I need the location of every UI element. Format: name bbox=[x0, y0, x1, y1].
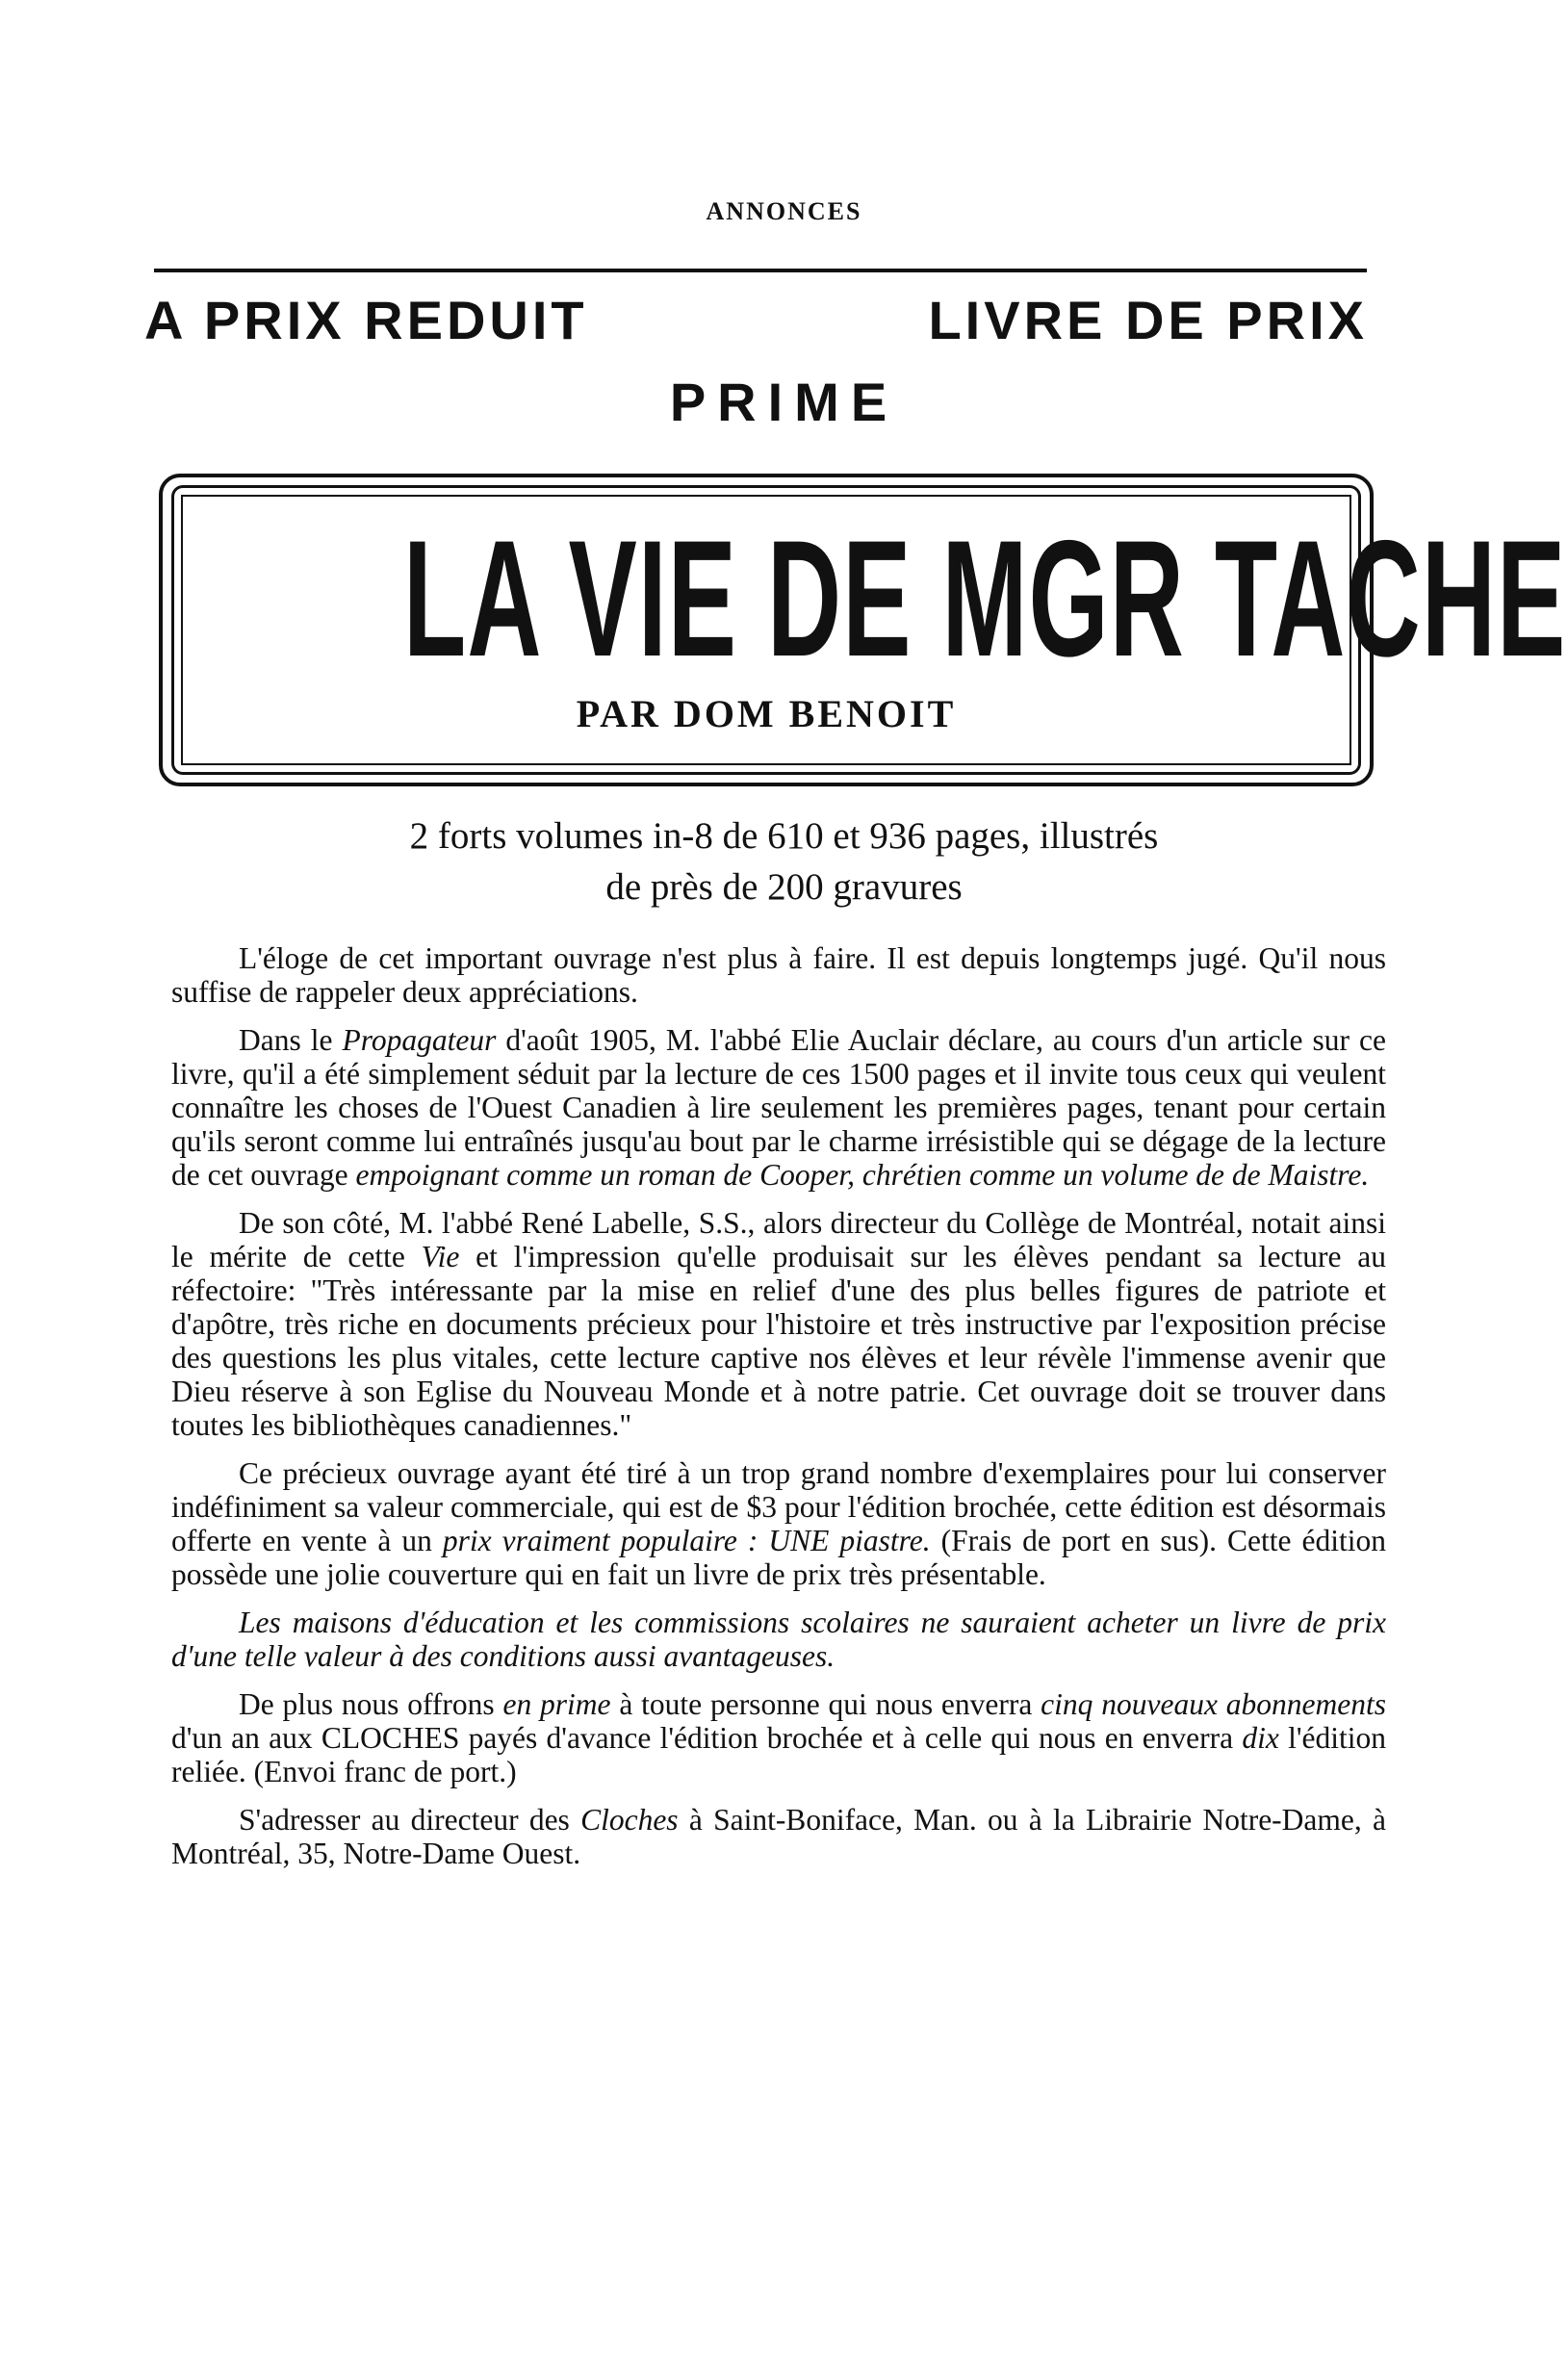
book-title: LA VIE DE MGR TACHE bbox=[403, 506, 1567, 691]
promo-premium: PRIME bbox=[669, 372, 899, 432]
paragraph-labelle bbox=[171, 1206, 1386, 1442]
paragraph-schools bbox=[171, 1606, 1386, 1673]
text-run: De plus nous offrons bbox=[239, 1687, 503, 1721]
text-run: d'un an aux CLOCHES payés d'avance l'édition brochée et à celle qui nous en enverra bbox=[171, 1721, 1243, 1755]
text-run: S'adresser au directeur des bbox=[239, 1803, 581, 1837]
running-head: ANNONCES bbox=[706, 197, 862, 225]
italic-run: Propagateur bbox=[342, 1023, 497, 1057]
text-run: Ce précieux ouvrage ayant été tiré à un trop grand nombre d'exemplaires pour lui conserver indéfiniment sa valeur commerciale, qui est de $3 pour l'édition brochée, cette édition est désormais offerte en vente à un bbox=[171, 1456, 1386, 1557]
paragraph-contact bbox=[171, 1803, 1386, 1870]
text-run: Dans le bbox=[239, 1023, 343, 1057]
italic-run: dix bbox=[1242, 1721, 1279, 1755]
text-run: à Saint-Boniface, Man. ou à la Librairie Notre-Dame, à Montréal, 35, Notre-Dame Ouest. bbox=[171, 1803, 1386, 1870]
text-run: d'août 1905, M. l'abbé Elie Auclair déclare, au cours d'un article sur ce livre, qu'il a été simplement séduit par la lecture de ces 1500 pages et il invite tous ceux qui veulent connaître les choses de l'Ouest Canadien à lire seulement les premières pages, tenant pour certain qu'ils seront comme lui entraînés jusqu'au bout par le charme irrésistible qui se dégage de la lecture de cet ouvrage bbox=[171, 1023, 1386, 1192]
text-run: l'édition reliée. (Envoi franc de port.) bbox=[171, 1721, 1386, 1788]
header-rule bbox=[154, 269, 1367, 272]
paragraph-auclair bbox=[171, 1023, 1386, 1192]
text-run: (Frais de port en sus). Cette édition possède une jolie couverture qui en fait un livre de prix très présentable. bbox=[171, 1524, 1386, 1591]
paragraph-premium-offer bbox=[171, 1687, 1386, 1788]
promo-reduced-price: A PRIX REDUIT bbox=[144, 290, 588, 350]
italic-run: en prime bbox=[502, 1687, 611, 1721]
italic-run: cinq nouveaux abonnements bbox=[1041, 1687, 1386, 1721]
italic-run: Cloches bbox=[580, 1803, 679, 1837]
book-description-line-1: 2 forts volumes in-8 de 610 et 936 pages, illustrés bbox=[409, 815, 1159, 857]
italic-run: Les maisons d'éducation et les commissions scolaires ne sauraient acheter un livre de prix d'une telle valeur à des conditions aussi avantageuses. bbox=[171, 1606, 1386, 1673]
text-run: à toute personne qui nous enverra bbox=[610, 1687, 1041, 1721]
book-description bbox=[0, 810, 1568, 913]
italic-run: Vie bbox=[421, 1240, 460, 1273]
promo-prize-book: LIVRE DE PRIX bbox=[928, 290, 1368, 350]
book-author: PAR DOM BENOIT bbox=[576, 692, 957, 735]
book-description-line-2: de près de 200 gravures bbox=[605, 866, 963, 908]
italic-run: empoignant comme un roman de Cooper, chrétien comme un volume de de Maistre. bbox=[355, 1158, 1370, 1192]
paragraph-price bbox=[171, 1456, 1386, 1591]
advertisement-body bbox=[171, 941, 1386, 1885]
text-run: De son côté, M. l'abbé René Labelle, S.S., alors directeur du Collège de Montréal, notait ainsi le mérite de cette bbox=[171, 1206, 1386, 1273]
italic-run: prix vraiment populaire : UNE piastre. bbox=[442, 1524, 931, 1557]
text-run: et l'impression qu'elle produisait sur les élèves pendant sa lecture au réfectoire: "Très intéressante par la mise en relief d'une des plus belles figures de patriote et d'apôtre, très riche en documents précieux pour l'histoire et très instructive par l'exposition précise des questions les plus vitales, cette lecture captive nos élèves et leur révèle l'immense avenir que Dieu réserve à son Eglise du Nouveau Monde et à notre patrie. Cet ouvrage doit se trouver dans toutes les bibliothèques canadiennes." bbox=[171, 1240, 1386, 1442]
paragraph-intro: L'éloge de cet important ouvrage n'est plus à faire. Il est depuis longtemps jugé. Qu'il nous suffise de rappeler deux appréciations. bbox=[171, 941, 1386, 1009]
